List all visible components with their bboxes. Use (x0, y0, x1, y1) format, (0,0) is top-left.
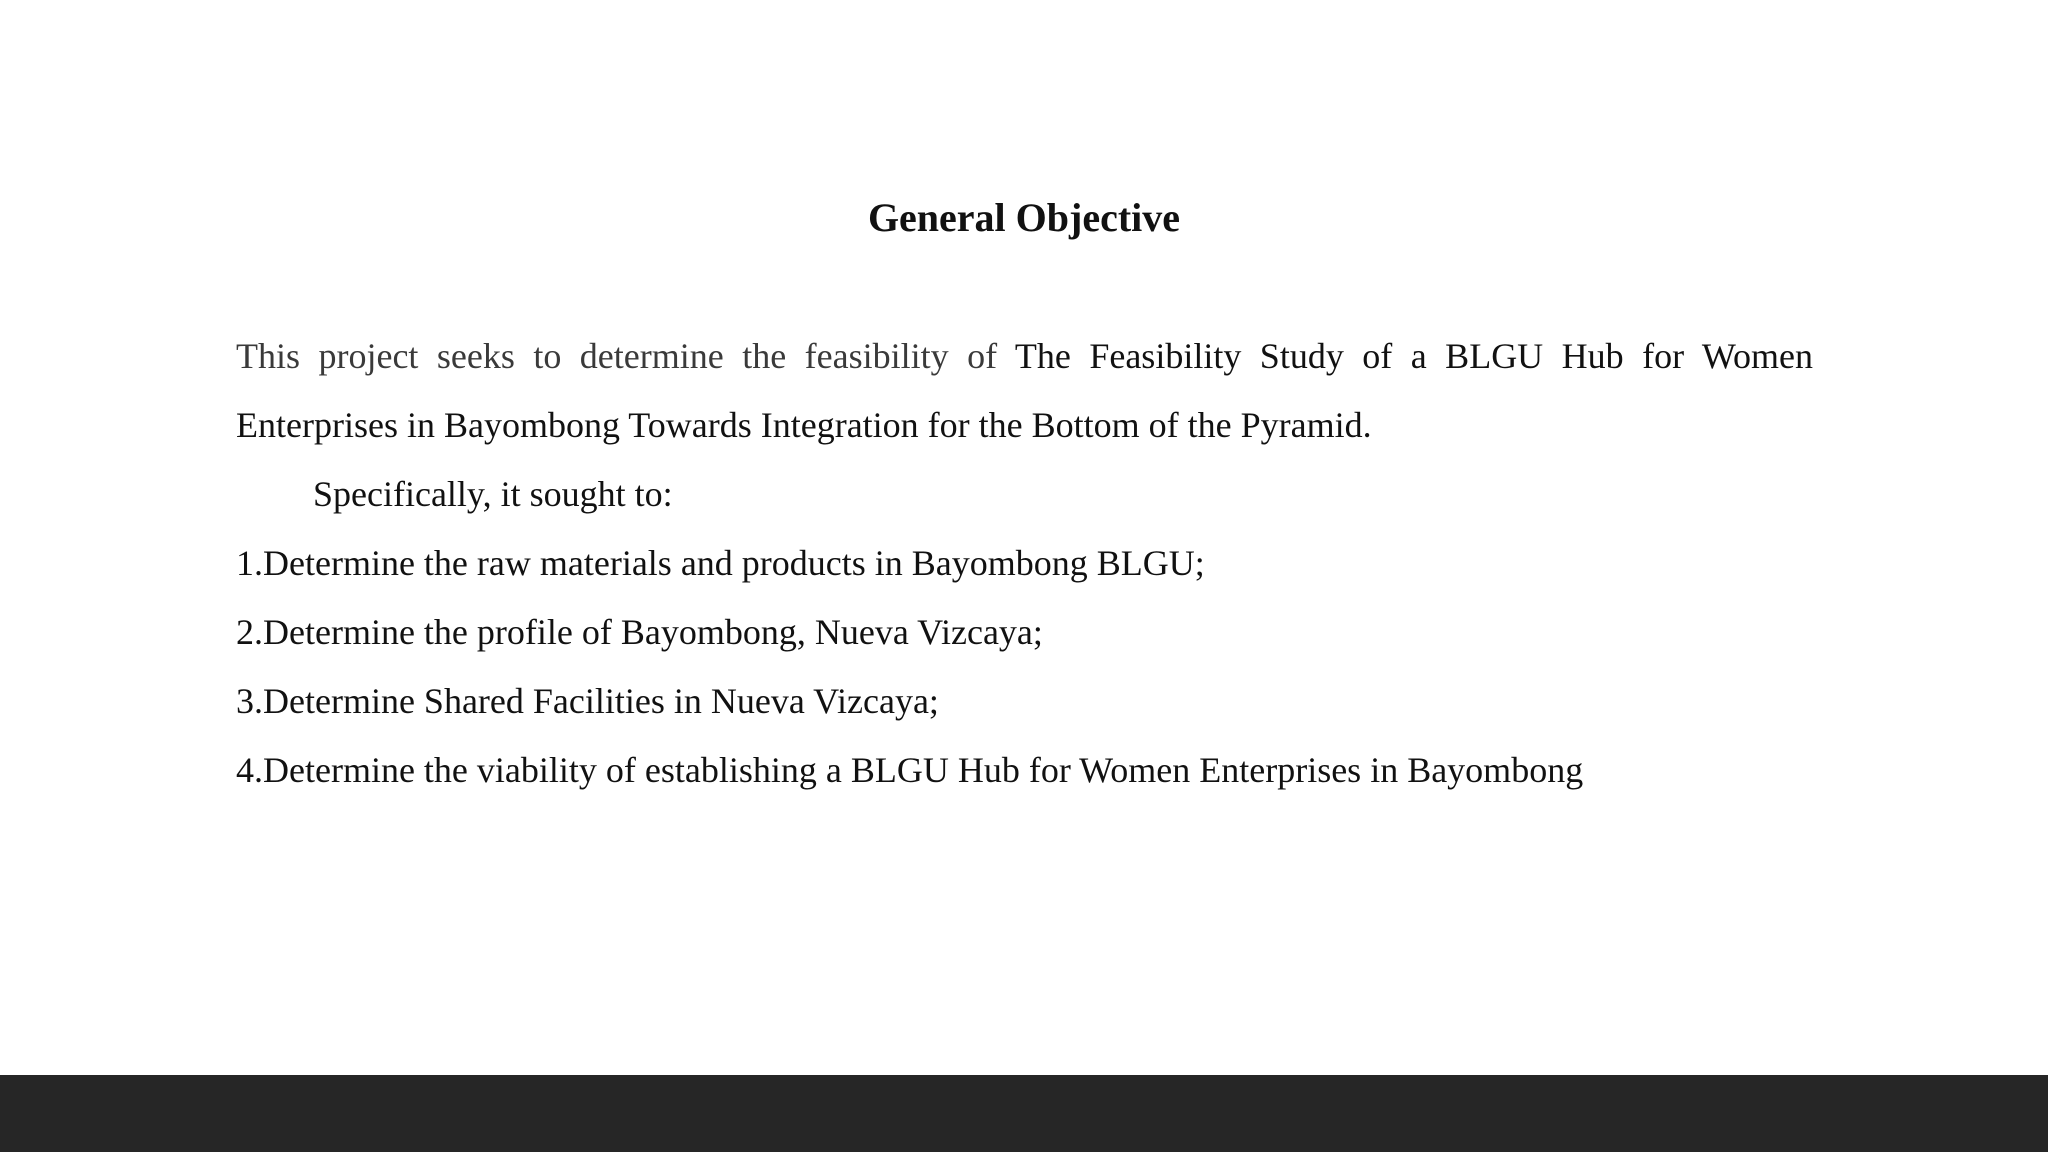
objective-item: 1.Determine the raw materials and products in Bayombong BLGU; (236, 543, 1205, 583)
paragraph-lead: This project seeks to determine the feasibility of (236, 336, 1015, 376)
objectives-list (236, 529, 1813, 805)
footer-bar (0, 1075, 2048, 1152)
objective-item: 2.Determine the profile of Bayombong, Nueva Vizcaya; (236, 612, 1043, 652)
specific-objectives-intro: Specifically, it sought to: (313, 474, 673, 514)
slide-body (236, 322, 1813, 805)
objective-paragraph (236, 322, 1813, 460)
paragraph-study-title: The Feasibility Study of a BLGU Hub for Women Enterprises in Bayombong Towards Integration for the Bottom of the Pyramid. (236, 336, 1813, 445)
objective-item: 3.Determine Shared Facilities in Nueva Vizcaya; (236, 681, 939, 721)
objective-item: 4.Determine the viability of establishing a BLGU Hub for Women Enterprises in Bayombong (236, 750, 1584, 790)
slide-title: General Objective (867, 195, 1181, 240)
